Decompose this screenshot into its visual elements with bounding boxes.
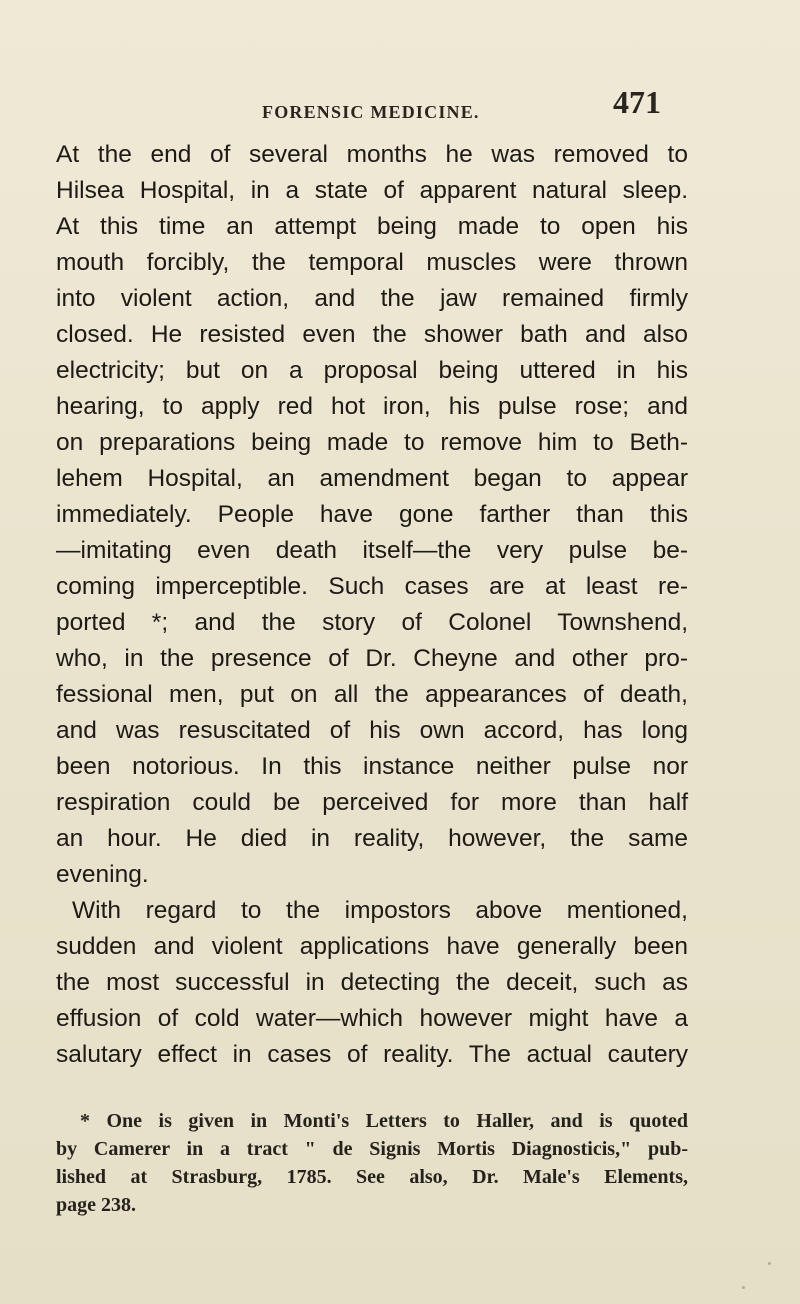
body-line: sudden and violent applications have generally been (56, 933, 688, 960)
paper-speck (742, 1286, 745, 1289)
body-line: —imitating even death itself—the very pulse be- (56, 537, 688, 564)
footnote-line: lished at Strasburg, 1785. See also, Dr. Male's Elements, (56, 1166, 688, 1188)
page-number: 471 (613, 84, 661, 120)
body-line: into violent action, and the jaw remained firmly (56, 285, 688, 312)
body-line: coming imperceptible. Such cases are at least re- (56, 573, 688, 600)
body-line: respiration could be perceived for more than half (56, 789, 688, 816)
body-line: fessional men, put on all the appearances of death, (56, 681, 688, 708)
body-line: At the end of several months he was removed to (56, 141, 688, 168)
body-line: Hilsea Hospital, in a state of apparent natural sleep. (56, 177, 688, 204)
body-line: salutary effect in cases of reality. The actual cautery (56, 1041, 688, 1068)
running-head-title: FORENSIC MEDICINE. (262, 102, 480, 122)
body-line: At this time an attempt being made to open his (56, 213, 688, 240)
body-line: evening. (56, 861, 149, 888)
body-line: lehem Hospital, an amendment began to appear (56, 465, 688, 492)
body-text (56, 137, 688, 1073)
body-line: immediately. People have gone farther than this (56, 501, 688, 528)
body-line: the most successful in detecting the deceit, such as (56, 969, 688, 996)
body-line: ported *; and the story of Colonel Townshend, (56, 609, 688, 636)
body-line: and was resuscitated of his own accord, has long (56, 717, 688, 744)
body-line: been notorious. In this instance neither pulse nor (56, 753, 688, 780)
body-line: closed. He resisted even the shower bath and also (56, 321, 688, 348)
body-line: on preparations being made to remove him to Beth- (56, 429, 688, 456)
footnote-line: * One is given in Monti's Letters to Haller, and is quoted (80, 1110, 688, 1132)
body-line: effusion of cold water—which however might have a (56, 1005, 688, 1032)
footnote-line: by Camerer in a tract " de Signis Mortis Diagnosticis," pub- (56, 1138, 688, 1160)
footnotes (56, 1107, 688, 1219)
body-line: electricity; but on a proposal being uttered in his (56, 357, 688, 384)
paper-speck (768, 1262, 771, 1265)
body-line: With regard to the impostors above mentioned, (72, 897, 688, 924)
footnote-line: page 238. (56, 1194, 136, 1216)
body-line: who, in the presence of Dr. Cheyne and other pro- (56, 645, 688, 672)
body-line: mouth forcibly, the temporal muscles were thrown (56, 249, 688, 276)
body-line: hearing, to apply red hot iron, his pulse rose; and (56, 393, 688, 420)
body-line: an hour. He died in reality, however, the same (56, 825, 688, 852)
